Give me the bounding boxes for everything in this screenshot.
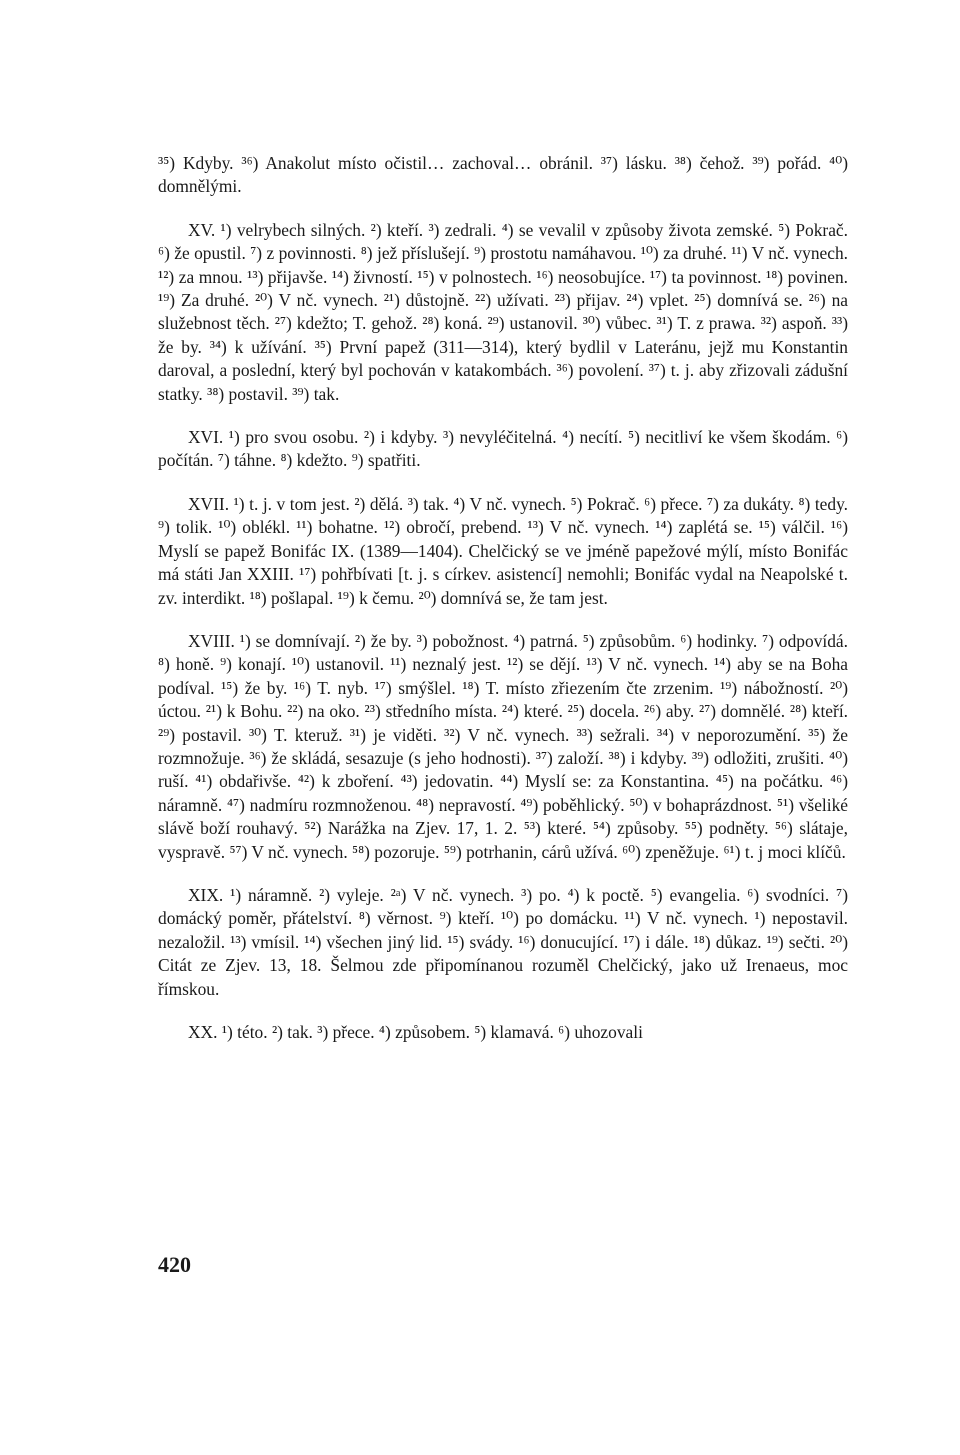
notes-chapter-xviii: XVIII. ¹) se domnívají. ²) že by. ³) pobožnost. ⁴) patrná. ⁵) způsobům. ⁶) hodinky. ⁷) odpovídá. ⁸) honě. ⁹) konají. ¹⁰) ustanovil. ¹¹) neznalý jest. ¹²) se dějí. ¹³) V nč. vynech. ¹⁴) aby se na Boha podíval. ¹⁵) že by. ¹⁶) T. nyb. ¹⁷) smýšlel. ¹⁸) T. místo zřiezením čte zrzenim. ¹⁹) nábožností. ²⁰) úctou. ²¹) k Bohu. ²²) na oko. ²³) středního místa. ²⁴) které. ²⁵) docela. ²⁶) aby. ²⁷) domnělé. ²⁸) kteří. ²⁹) postavil. ³⁰) T. kteruž. ³¹) je viděti. ³²) V nč. vynech. ³³) sežrali. ³⁴) v neporozumění. ³⁵) že rozmnožuje. ³⁶) že skládá, sesazuje (s jeho hodnosti). ³⁷) založí. ³⁸) i kdyby. ³⁹) odložiti, zrušiti. ⁴⁰) ruší. ⁴¹) obdařivše. ⁴²) k zboření. ⁴³) jedovatin. ⁴⁴) Myslí se: za Konstantina. ⁴⁵) na počátku. ⁴⁶) náramně. ⁴⁷) nadmíru rozmnoženou. ⁴⁸) nepravostí. ⁴⁹) poběhlický. ⁵⁰) v bohaprázdnost. ⁵¹) všeliké slávě boží rouhavý. ⁵²) Narážka na Zjev. 17, 1. 2. ⁵³) které. ⁵⁴) způsoby. ⁵⁵) podněty. ⁵⁶) slátaje, vyspravě. ⁵⁷) V nč. vynech. ⁵⁸) pozoruje. ⁵⁹) potrhanin, cárů užívá. ⁶⁰) zpeněžuje. ⁶¹) t. j moci klíčů.	[158, 630, 848, 862]
notes-chapter-xix: XIX. ¹) náramně. ²) vyleje. ²ᵃ) V nč. vynech. ³) po. ⁴) k poctě. ⁵) evangelia. ⁶) svodníci. ⁷) domácký poměr, přátelství. ⁸) věrnost. ⁹) kteří. ¹⁰) po domácku. ¹¹) V nč. vynech. ¹) nepostavil. nezaložil. ¹³) vmísil. ¹⁴) všechen jiný lid. ¹⁵) svády. ¹⁶) donucující. ¹⁷) i dále. ¹⁸) důkaz. ¹⁹) sečti. ²⁰) Citát ze Zjev. 13, 18. Šelmou zde připomínanou rozuměl Chelčický, jako už Irenaeus, moc římskou.	[158, 884, 848, 999]
page-number: 420	[158, 1252, 191, 1277]
notes-continuation: ³⁵) Kdyby. ³⁶) Anakolut místo očistil… zachoval… obránil. ³⁷) lásku. ³⁸) čehož. ³⁹) pořád. ⁴⁰) domnělými.	[158, 153, 848, 197]
notes-chapter-xx: XX. ¹) této. ²) tak. ³) přece. ⁴) způsobem. ⁵) klamavá. ⁶) uhozovali	[188, 1022, 643, 1042]
notes-chapter-xv: XV. ¹) velrybech silných. ²) kteří. ³) zedrali. ⁴) se vevalil v způsoby života zemské. ⁵) Pokrač. ⁶) že opustil. ⁷) z povinnosti. ⁸) jež příslušejí. ⁹) prostotu namáhavou. ¹⁰) za druhé. ¹¹) V nč. vynech. ¹²) za mnou. ¹³) přijavše. ¹⁴) živností. ¹⁵) v polnostech. ¹⁶) neosobujíce. ¹⁷) ta povinnost. ¹⁸) povinen. ¹⁹) Za druhé. ²⁰) V nč. vynech. ²¹) důstojně. ²²) užívati. ²³) přijav. ²⁴) vplet. ²⁵) domnívá se. ²⁶) na služebnost těch. ²⁷) kdežto; T. gehož. ²⁸) koná. ²⁹) ustanovil. ³⁰) vůbec. ³¹) T. z prawa. ³²) aspoň. ³³) že by. ³⁴) k užívání. ³⁵) První papež (311—314), který bydlil v Lateránu, jejž mu Konstantin daroval, a poslední, který byl pochován v katakombách. ³⁶) povolení. ³⁷) t. j. aby zřizovali zádušní statky. ³⁸) postavil. ³⁹) tak.	[158, 219, 848, 404]
notes-chapter-xvi: XVI. ¹) pro svou osobu. ²) i kdyby. ³) nevyléčitelná. ⁴) necítí. ⁵) necitliví ke všem škodám. ⁶) počítán. ⁷) táhne. ⁸) kdežto. ⁹) spatřiti.	[158, 427, 848, 471]
notes-text	[158, 152, 848, 1044]
notes-chapter-xvii: XVII. ¹) t. j. v tom jest. ²) dělá. ³) tak. ⁴) V nč. vynech. ⁵) Pokrač. ⁶) přece. ⁷) za dukáty. ⁸) tedy. ⁹) tolik. ¹⁰) oblékl. ¹¹) bohatne. ¹²) obročí, prebend. ¹³) V nč. vynech. ¹⁴) zaplétá se. ¹⁵) válčil. ¹⁶) Myslí se papež Bonifác IX. (1389—1404). Chelčický se ve jméně papežové mýlí, místo Bonifác má státi Jan XXIII. ¹⁷) pohřbívati [t. j. s církev. asistencí] nemohli; Bonifác vydal na Neapolské t. zv. interdikt. ¹⁸) pošlapal. ¹⁹) k čemu. ²⁰) domnívá se, že tam jest.	[158, 493, 848, 608]
